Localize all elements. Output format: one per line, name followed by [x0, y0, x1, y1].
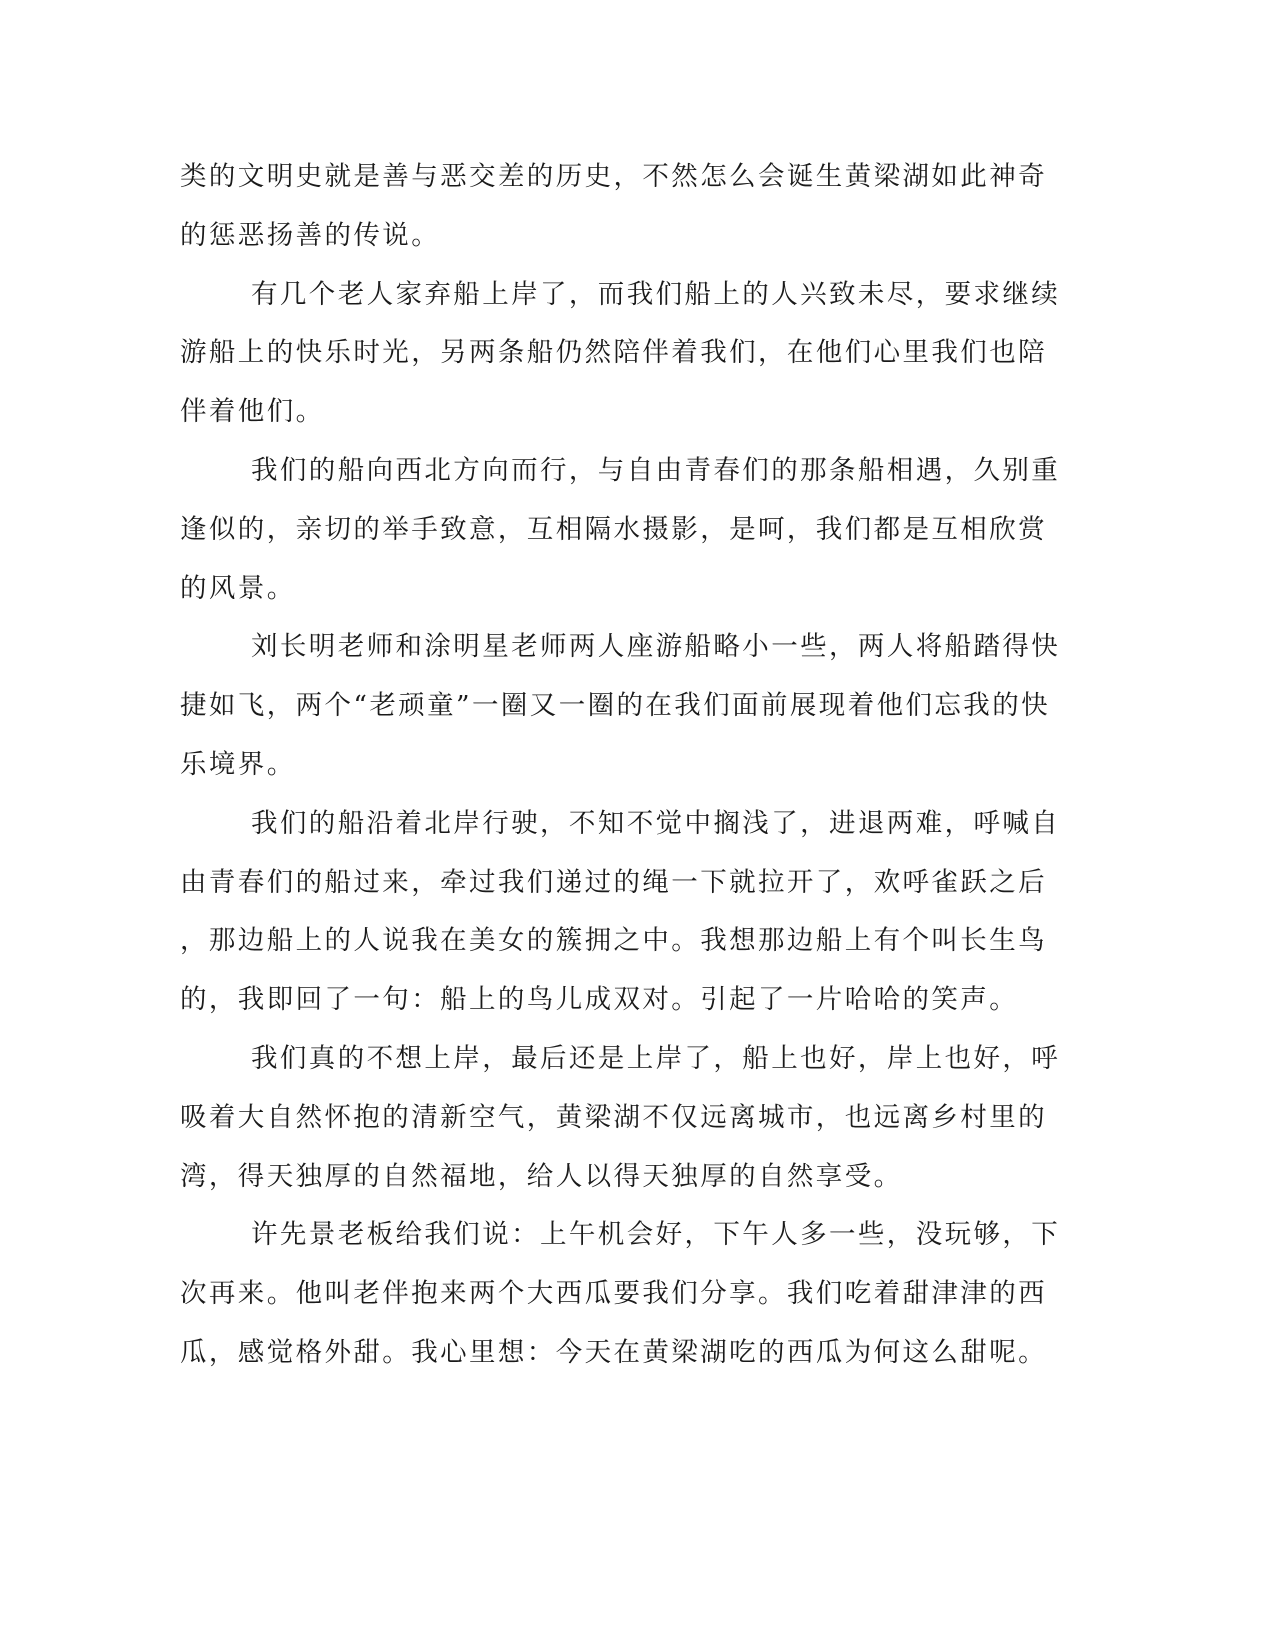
paragraph-first-line: 我们真的不想上岸，最后还是上岸了，船上也好，岸上也好，呼 [251, 1042, 1061, 1074]
text-line: 的风景。 [180, 572, 296, 604]
paragraph-first-line: 我们的船沿着北岸行驶，不知不觉中搁浅了，进退两难，呼喊自 [251, 807, 1061, 839]
document-body [180, 148, 1061, 1383]
text-line: 的，我即回了一句：船上的鸟儿成双对。引起了一片哈哈的笑声。 [180, 984, 1019, 1016]
paragraph-first-line: 我们的船向西北方向而行，与自由青春们的那条船相遇，久别重 [251, 454, 1061, 486]
paragraph-first-line: 刘长明老师和涂明星老师两人座游船略小一些，两人将船踏得快 [251, 631, 1061, 663]
text-line: 类的文明史就是善与恶交差的历史，不然怎么会诞生黄梁湖如此神奇 [180, 161, 1047, 192]
text-line: 的惩恶扬善的传说。 [180, 219, 441, 251]
paragraph-first-line: 有几个老人家弃船上岸了，而我们船上的人兴致未尽，要求继续 [251, 278, 1061, 310]
text-line: ，那边船上的人说我在美女的簇拥之中。我想那边船上有个叫长生鸟 [180, 925, 1047, 957]
text-line: 湾，得天独厚的自然福地，给人以得天独厚的自然享受。 [180, 1160, 903, 1192]
text-line: 捷如飞，两个“老顽童”一圈又一圈的在我们面前展现着他们忘我的快 [180, 690, 1050, 722]
text-line: 次再来。他叫老伴抱来两个大西瓜要我们分享。我们吃着甜津津的西 [180, 1278, 1047, 1310]
text-line: 乐境界。 [180, 748, 296, 780]
text-line: 瓜，感觉格外甜。我心里想：今天在黄梁湖吃的西瓜为何这么甜呢。 [180, 1336, 1047, 1368]
text-line: 伴着他们。 [180, 396, 325, 428]
text-line: 游船上的快乐时光，另两条船仍然陪伴着我们，在他们心里我们也陪 [180, 337, 1047, 369]
paragraph-first-line: 许先景老板给我们说：上午机会好，下午人多一些，没玩够，下 [251, 1219, 1061, 1251]
text-line: 吸着大自然怀抱的清新空气，黄梁湖不仅远离城市，也远离乡村里的 [180, 1101, 1047, 1133]
text-line: 逢似的，亲切的举手致意，互相隔水摄影，是呵，我们都是互相欣赏 [180, 513, 1047, 545]
text-line: 由青春们的船过来，牵过我们递过的绳一下就拉开了，欢呼雀跃之后 [180, 866, 1047, 898]
